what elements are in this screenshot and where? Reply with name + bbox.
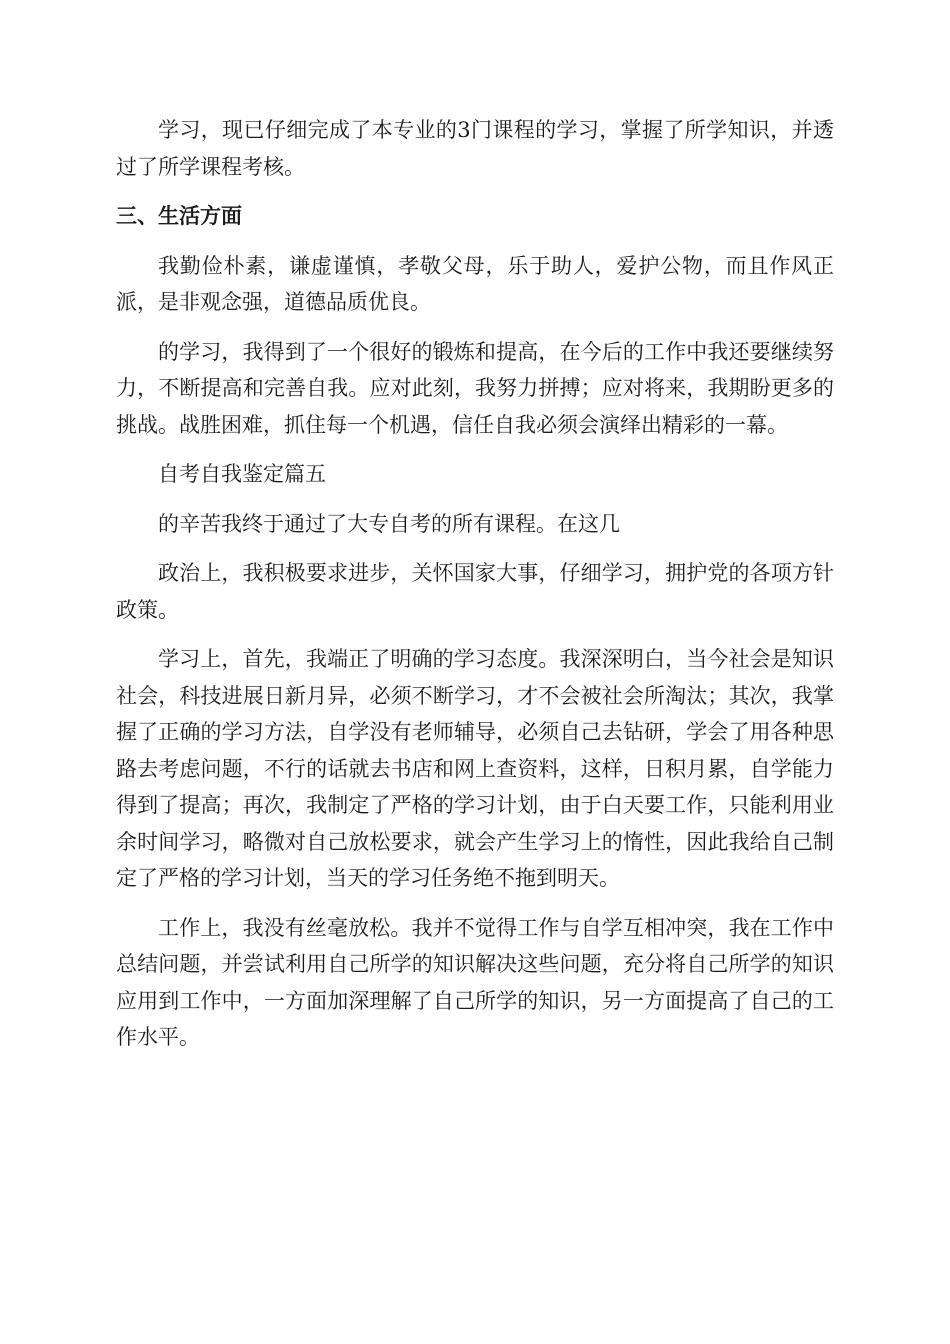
paragraph-study: 学习上，首先，我端正了明确的学习态度。我深深明白，当今社会是知识社会，科技进展日新月异，必须不断学习，才不会被社会所淘汰；其次，我掌握了正确的学习方法，自学没有老师辅导，必须自己去钻研，学会了用各种思路去考虑问题，不行的话就去书店和网上查资料，这样，日积月累，自学能力得到了提高；再次，我制定了严格的学习计划，由于白天要工作，只能利用业余时间学习，略微对自己放松要求，就会产生学习上的惰性，因此我给自己制定了严格的学习计划，当天的学习任务绝不拖到明天。 <box>116 647 834 890</box>
paragraph-work: 工作上，我没有丝毫放松。我并不觉得工作与自学互相冲突，我在工作中总结问题，并尝试利用自己所学的知识解决这些问题，充分将自己所学的知识应用到工作中，一方面加深理解了自己所学的知识，另一方面提高了自己的工作水平。 <box>116 915 834 1049</box>
paragraph-life-character: 我勤俭朴素，谦虚谨慎，孝敬父母，乐于助人，爱护公物，而且作风正派，是非观念强，道德品质优良。 <box>116 253 834 314</box>
paragraph-study-outcome: 的学习，我得到了一个很好的锻炼和提高，在今后的工作中我还要继续努力，不断提高和完善自我。应对此刻，我努力拼搏；应对将来，我期盼更多的挑战。战胜困难，抓住每一个机遇，信任自我必须会演绎出精彩的一幕。 <box>116 339 834 437</box>
article-title-part-five: 自考自我鉴定篇五 <box>158 462 326 486</box>
paragraph-intro-fragment: 的辛苦我终于通过了大专自考的所有课程。在这几 <box>158 511 620 536</box>
section-heading-life: 三、生活方面 <box>116 204 242 228</box>
document-body <box>116 112 834 1069</box>
paragraph-politics: 政治上，我积极要求进步，关怀国家大事，仔细学习，拥护党的各项方针政策。 <box>116 561 834 622</box>
paragraph-course-completion: 学习，现已仔细完成了本专业的3门课程的学习，掌握了所学知识，并透过了所学课程考核。 <box>116 118 834 179</box>
